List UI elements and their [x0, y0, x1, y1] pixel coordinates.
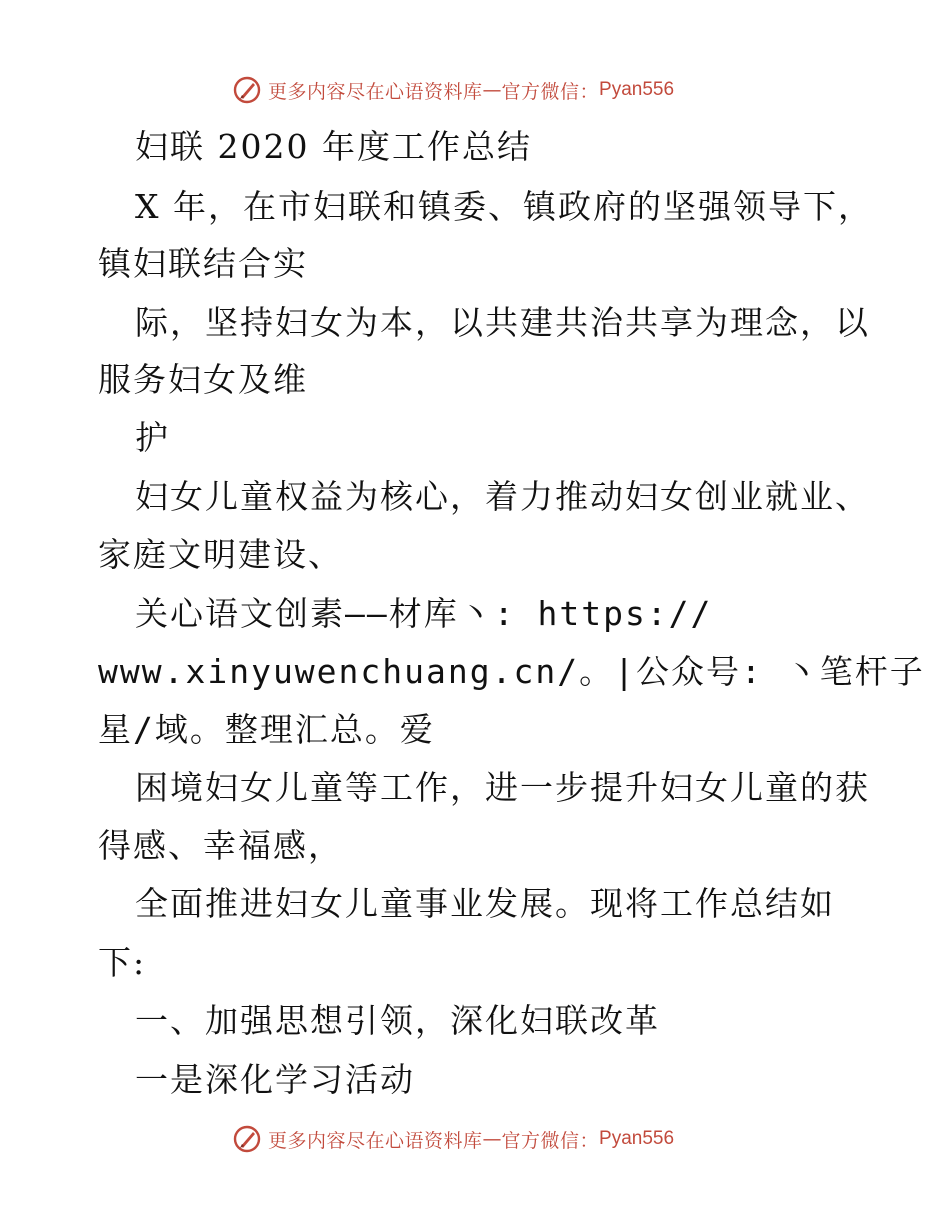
paragraph-line: www.xinyuwenchuang.cn/。|公众号: 丶笔杆子 [98, 652, 925, 691]
paragraph-line: 星/域。整理汇总。爱 [98, 710, 435, 749]
watermark-id: Pyan556 [599, 1128, 675, 1149]
quill-pen-logo-icon [232, 75, 262, 105]
document-title: 妇联 2020 年度工作总结 [135, 127, 532, 166]
watermark-dash: — [482, 1128, 502, 1150]
paragraph-line: 护 [135, 418, 170, 457]
watermark-dash: — [482, 79, 502, 101]
subsection-heading: 一是深化学习活动 [135, 1060, 415, 1099]
paragraph-line: 得感、幸福感， [98, 826, 343, 865]
paragraph-line: 家庭文明建设、 [98, 535, 343, 574]
watermark-text: 更多内容尽在心语资料库 [268, 1129, 483, 1152]
watermark-id: Pyan556 [599, 79, 675, 100]
paragraph-line: 关心语文创素——材库丶: https:// [135, 594, 713, 633]
quill-pen-logo-icon [232, 1124, 262, 1154]
paragraph-line: 镇妇联结合实 [98, 244, 308, 283]
section-heading: 一、加强思想引领，深化妇联改革 [135, 1001, 660, 1040]
watermark-label: 官方微信： [501, 80, 600, 103]
paragraph-line: 妇女儿童权益为核心，着力推动妇女创业就业、 [135, 477, 870, 516]
paragraph-line: 服务妇女及维 [98, 360, 308, 399]
paragraph-line: 全面推进妇女儿童事业发展。现将工作总结如 [135, 884, 835, 923]
watermark-footer [232, 1122, 752, 1156]
watermark-header [232, 73, 752, 107]
paragraph-line: 困境妇女儿童等工作，进一步提升妇女儿童的获 [135, 768, 870, 807]
paragraph-line: 下: [98, 943, 147, 982]
watermark-text: 更多内容尽在心语资料库 [268, 80, 483, 103]
paragraph-line: 际，坚持妇女为本，以共建共治共享为理念，以 [135, 303, 870, 342]
paragraph-line: X 年，在市妇联和镇委、镇政府的坚强领导下， [135, 187, 873, 226]
watermark-label: 官方微信： [501, 1129, 600, 1152]
